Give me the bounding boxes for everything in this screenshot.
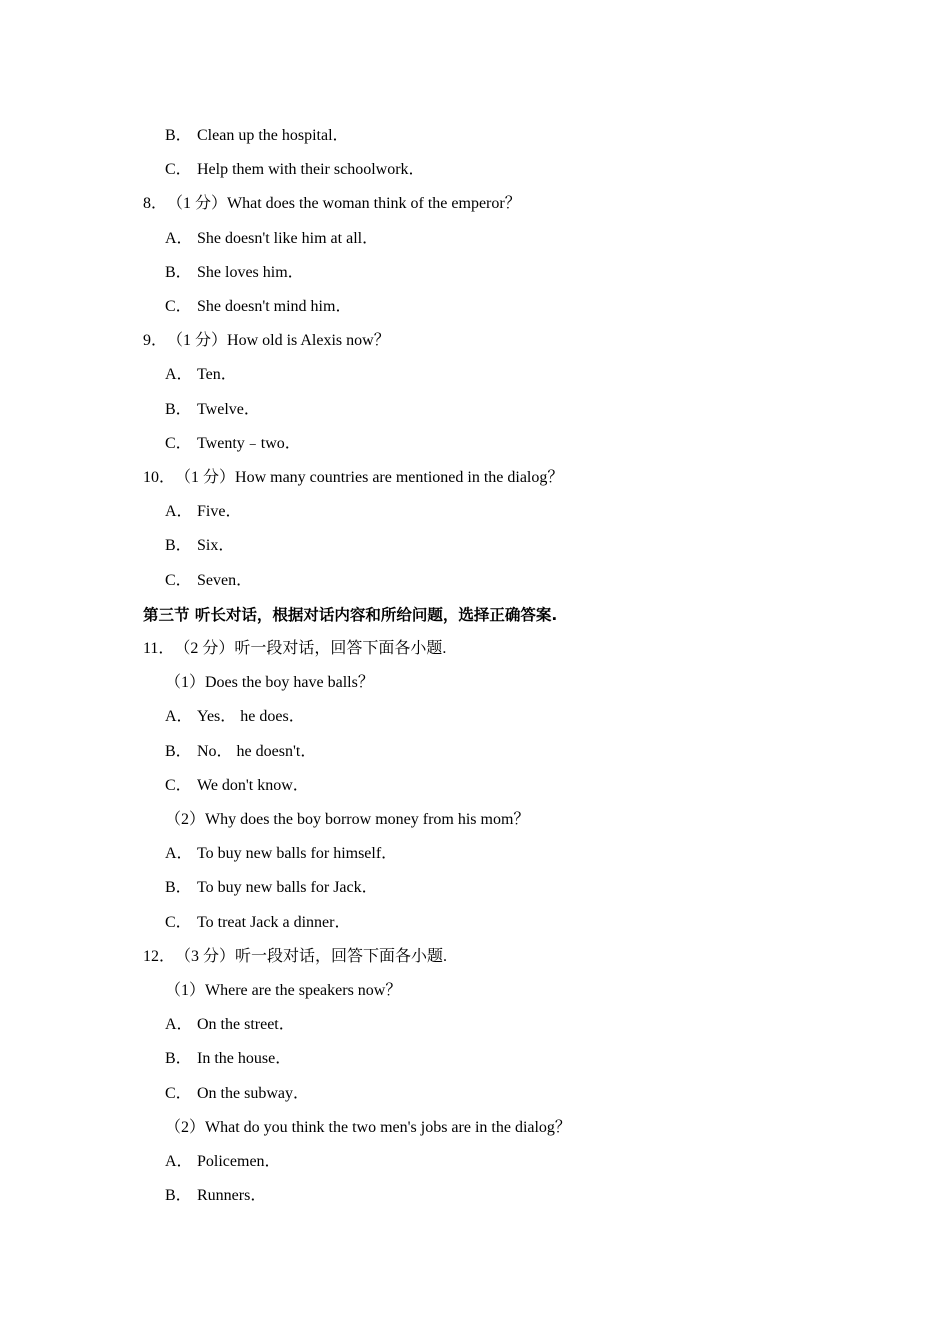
option-letter: B． (165, 1050, 192, 1068)
answer-option (165, 1084, 309, 1104)
option-text: Five． (197, 503, 242, 521)
answer-option (165, 502, 241, 522)
option-letter: B． (165, 127, 192, 144)
option-letter: A． (165, 708, 193, 726)
option-letter: C． (165, 298, 192, 315)
question-text: （2 分）听一段对话，回答下面各小题. (174, 640, 447, 657)
option-text: Six． (197, 537, 235, 555)
question-number: 8． (143, 195, 168, 213)
answer-option (165, 126, 349, 146)
answer-option (165, 1049, 291, 1069)
option-letter: C． (165, 776, 192, 794)
option-text: Ten． (197, 366, 237, 384)
answer-option (165, 707, 305, 727)
option-text: Seven． (197, 571, 253, 589)
answer-option (165, 434, 301, 454)
option-letter: B． (165, 742, 192, 760)
option-text: In the house． (197, 1050, 292, 1068)
answer-option (165, 263, 304, 283)
option-letter: C． (165, 434, 192, 452)
answer-option (165, 913, 351, 933)
question-text: （1 分）How many countries are mentioned in the dialog？ (175, 469, 564, 486)
option-text: Twenty﹣two． (197, 434, 301, 452)
question-text: （1 分）How old is Alexis now？ (167, 332, 390, 350)
option-text: Twelve． (197, 400, 260, 418)
option-letter: A． (165, 845, 193, 863)
answer-option (165, 571, 252, 591)
option-text: We don't know． (197, 776, 309, 794)
sub-question: （2）What do you think the two men's jobs are in the dialog？ (165, 1118, 571, 1136)
option-text: On the subway． (197, 1084, 309, 1102)
option-letter: C． (165, 161, 192, 179)
answer-option (165, 844, 397, 864)
option-letter: C． (165, 1084, 192, 1102)
option-letter: C． (165, 913, 192, 931)
option-text: No． he doesn't． (197, 742, 317, 760)
answer-option (165, 536, 234, 556)
option-text: She doesn't mind him． (197, 298, 352, 315)
option-text: She doesn't like him at all． (197, 229, 379, 247)
question-item (143, 331, 390, 351)
option-letter: B． (165, 537, 192, 555)
option-letter: C． (165, 571, 192, 589)
question-number: 10． (143, 469, 176, 486)
sub-question: （2）Why does the boy borrow money from his mom？ (165, 811, 530, 828)
option-text: Runners． (197, 1187, 267, 1205)
question-item (143, 947, 447, 967)
option-text: To buy new balls for Jack． (197, 879, 378, 897)
answer-option (165, 742, 316, 762)
section-heading: 第三节 听长对话，根据对话内容和所给问题，选择正确答案. (143, 605, 558, 624)
option-letter: B． (165, 400, 192, 418)
answer-option (165, 229, 378, 249)
option-letter: B． (165, 879, 192, 897)
sub-question: （1）Where are the speakers now？ (165, 982, 402, 999)
option-text: Yes． he does． (197, 708, 305, 726)
question-text: （3 分）听一段对话，回答下面各小题. (175, 947, 448, 965)
option-text: Policemen． (197, 1153, 281, 1170)
answer-option (165, 365, 237, 385)
answer-option (165, 1186, 266, 1206)
option-letter: B． (165, 1187, 192, 1205)
option-text: On the street． (197, 1016, 295, 1034)
answer-option (165, 160, 425, 180)
question-item (143, 639, 446, 659)
option-letter: A． (165, 229, 193, 247)
option-text: To buy new balls for himself． (197, 845, 398, 863)
question-number: 11． (143, 640, 175, 657)
question-number: 12． (143, 947, 176, 965)
option-letter: A． (165, 1016, 193, 1034)
answer-option (165, 776, 309, 796)
question-number: 9． (143, 332, 168, 350)
question-item (143, 468, 563, 488)
question-text: （1 分）What does the woman think of the emperor？ (167, 195, 521, 213)
answer-option (165, 1015, 295, 1035)
option-letter: A． (165, 1153, 193, 1170)
sub-question: （1）Does the boy have balls？ (165, 674, 374, 692)
option-letter: A． (165, 366, 193, 384)
option-text: She loves him． (197, 263, 304, 281)
option-text: Help them with their schoolwork． (197, 161, 425, 179)
option-text: To treat Jack a dinner． (197, 913, 351, 931)
answer-option (165, 297, 351, 317)
answer-option (165, 878, 378, 898)
answer-option (165, 400, 260, 420)
option-letter: A． (165, 503, 193, 521)
answer-option (165, 1152, 281, 1172)
option-text: Clean up the hospital． (197, 127, 349, 144)
option-letter: B． (165, 263, 192, 281)
question-item (143, 194, 521, 214)
